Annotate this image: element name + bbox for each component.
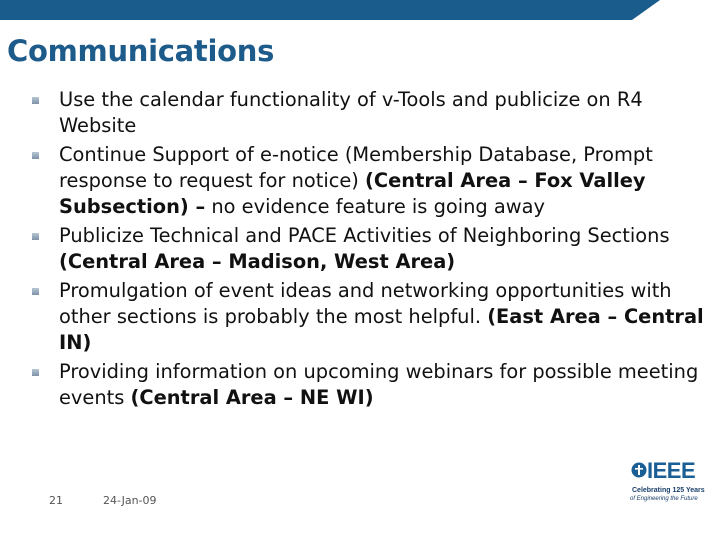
bullet-text: Use the calendar functionality of v-Tools and publicize on R4 Website [59, 88, 643, 137]
logo-subtagline: of Engineering the Future [630, 496, 698, 502]
bullet-item [0, 87, 720, 139]
logo-wordmark: IEEE [647, 458, 696, 483]
bullet-highlight: (Central Area – Madison, West Area) [59, 250, 456, 273]
bullet-highlight: (Central Area – Fox Valley Subsection) – [59, 169, 646, 218]
bullet-text: Publicize Technical and PACE Activities of Neighboring Sections [59, 224, 670, 247]
bullet-highlight: (Central Area – NE WI) [130, 386, 374, 409]
bullet-highlight: (East Area – Central IN) [59, 305, 704, 354]
bullet-marker-icon [32, 288, 39, 295]
bullet-item [0, 223, 720, 275]
bullet-marker-icon [32, 152, 39, 159]
bullet-text: Promulgation of event ideas and networking opportunities with other sections is probably the most helpful. [59, 279, 672, 328]
logo-tagline: Celebrating 125 Years [632, 487, 705, 494]
bullet-tail: no evidence feature is going away [205, 195, 545, 218]
bullet-marker-icon [32, 97, 39, 104]
slide-date: 24-Jan-09 [103, 494, 157, 507]
bullet-list [0, 87, 720, 414]
page-number: 21 [49, 494, 63, 507]
slide-title: Communications [7, 34, 275, 68]
bullet-text: Continue Support of e-notice (Membership Database, Prompt response to request for notice) [59, 143, 653, 192]
bullet-item [0, 142, 720, 220]
bullet-item [0, 359, 720, 411]
bullet-text: Providing information on upcoming webinars for possible meeting events [59, 360, 699, 409]
ieee-logo [627, 457, 711, 513]
ieee-diamond-icon [631, 462, 647, 478]
bullet-marker-icon [32, 369, 39, 376]
top-banner-bar [0, 0, 720, 20]
bullet-marker-icon [32, 233, 39, 240]
bullet-item [0, 278, 720, 356]
